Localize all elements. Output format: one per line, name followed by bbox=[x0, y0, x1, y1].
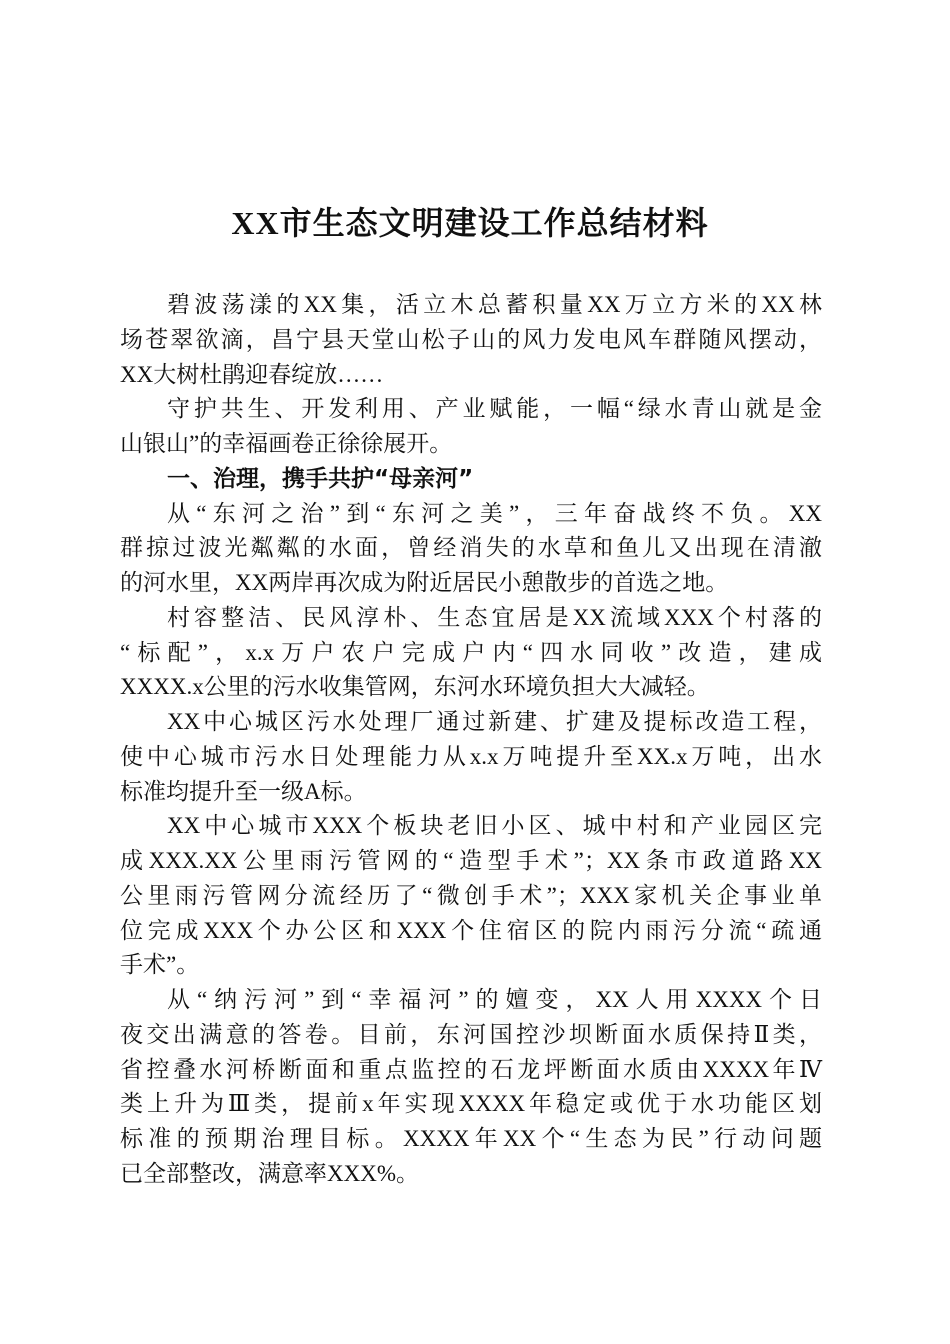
text-line: 标准均提升至一级A标。 bbox=[120, 778, 367, 804]
paragraph bbox=[120, 392, 822, 462]
text-line: 省控叠水河桥断面和重点监控的石龙坪断面水质由XXXX年Ⅳ bbox=[120, 1056, 822, 1082]
text-line: 从“纳污河”到“幸福河”的嬗变，XX人用XXXX个日 bbox=[167, 987, 822, 1012]
text-line: 成XXX.XX公里雨污管网的“造型手术”；XX条市政道路XX bbox=[120, 848, 822, 873]
paragraph bbox=[120, 705, 822, 809]
document-title: XX市生态文明建设工作总结材料 bbox=[231, 205, 709, 241]
text-line: 标准的预期治理目标。XXXX年XX个“生态为民”行动问题 bbox=[120, 1126, 822, 1151]
text-line: 已全部整改，满意率XXX%。 bbox=[120, 1160, 419, 1186]
paragraph bbox=[120, 497, 822, 601]
text-line: 公里雨污管网分流经历了“微创手术”；XXX家机关企事业单 bbox=[120, 882, 822, 908]
document-body bbox=[120, 288, 822, 1192]
text-line: 场苍翠欲滴，昌宁县天堂山松子山的风力发电风车群随风摆动， bbox=[120, 326, 822, 352]
text-line: 守护共生、开发利用、产业赋能，一幅“绿水青山就是金 bbox=[167, 396, 822, 422]
text-line: XX中心城区污水处理厂通过新建、扩建及提标改造工程， bbox=[167, 709, 822, 734]
text-line: 夜交出满意的答卷。目前，东河国控沙坝断面水质保持Ⅱ类， bbox=[120, 1021, 822, 1047]
paragraph bbox=[120, 983, 822, 1192]
section-heading bbox=[120, 462, 822, 497]
text-line: 一、治理，携手共护“母亲河” bbox=[167, 465, 474, 492]
paragraph bbox=[120, 809, 822, 983]
text-line: 群掠过波光粼粼的水面，曾经消失的水草和鱼儿又出现在清澈 bbox=[120, 535, 822, 561]
text-line: XX中心城市XXX个板块老旧小区、城中村和产业园区完 bbox=[167, 813, 822, 839]
text-line: XX大树杜鹃迎春绽放…… bbox=[120, 361, 384, 387]
text-line: 手术”。 bbox=[120, 952, 200, 978]
paragraph bbox=[120, 288, 822, 392]
text-line: 位完成XXX个办公区和XXX个住宿区的院内雨污分流“疏通 bbox=[120, 917, 822, 943]
text-line: 碧波荡漾的XX集，活立木总蓄积量XX万立方米的XX林 bbox=[167, 292, 822, 317]
text-line: XXXX.x公里的污水收集管网，东河水环境负担大大减轻。 bbox=[120, 674, 710, 700]
text-line: “标配”，x.x万户农户完成户内“四水同收”改造，建成 bbox=[120, 639, 822, 665]
paragraph bbox=[120, 601, 822, 705]
text-line: 从“东河之治”到“东河之美”，三年奋战终不负。XX bbox=[167, 500, 822, 526]
text-line: 类上升为Ⅲ类，提前x年实现XXXX年稳定或优于水功能区划 bbox=[120, 1091, 822, 1117]
text-line: 的河水里，XX两岸再次成为附近居民小憩散步的首选之地。 bbox=[120, 570, 729, 595]
text-line: 山银山”的幸福画卷正徐徐展开。 bbox=[120, 431, 453, 456]
text-line: 村容整洁、民风淳朴、生态宜居是XX流域XXX个村落的 bbox=[167, 604, 822, 630]
text-line: 使中心城市污水日处理能力从x.x万吨提升至XX.x万吨，出水 bbox=[120, 743, 822, 769]
